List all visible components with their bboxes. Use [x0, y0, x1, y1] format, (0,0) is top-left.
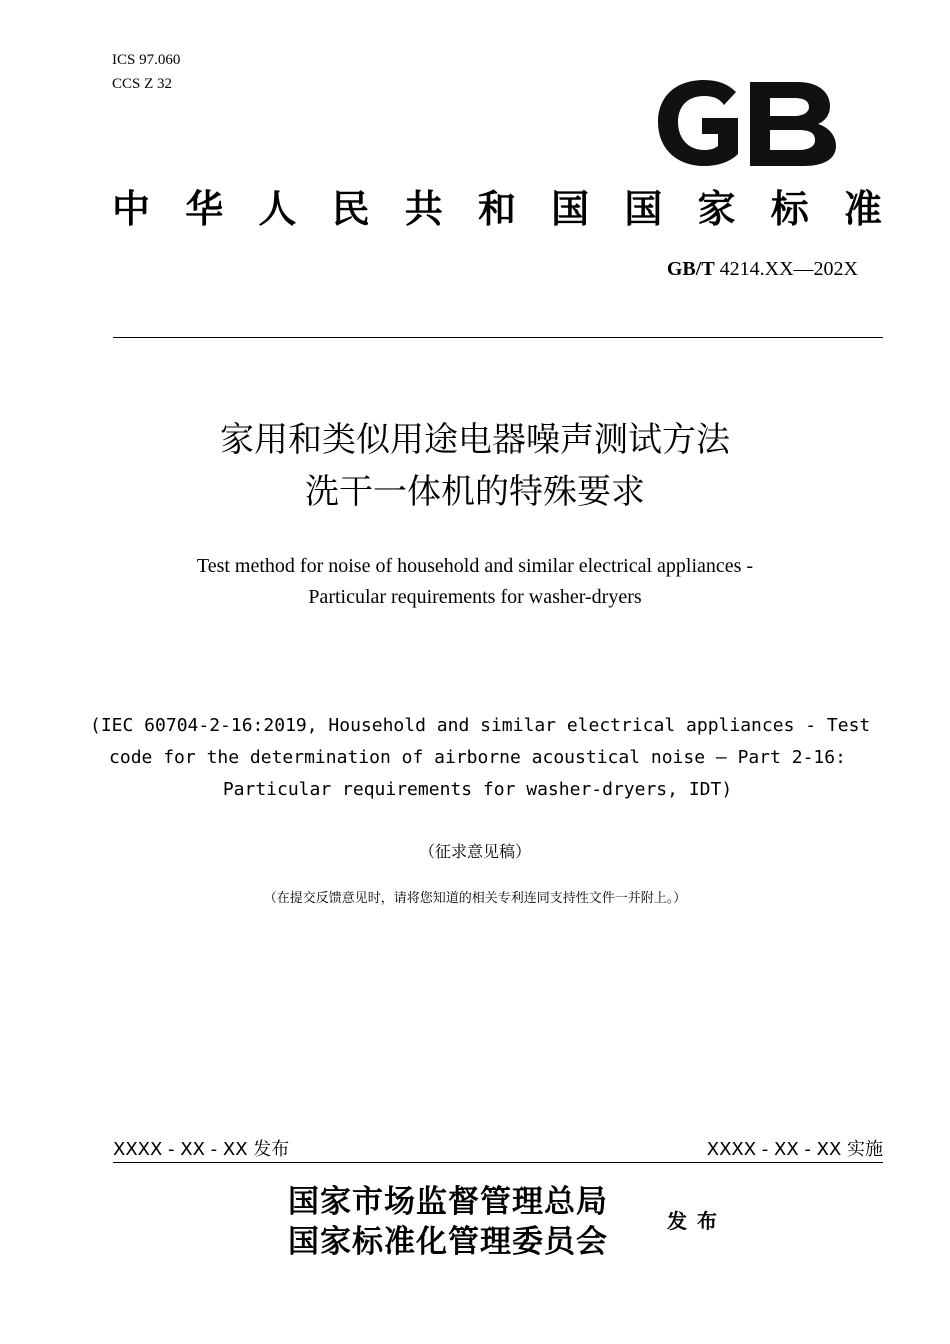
iec-reference-line2: code for the determination of airborne acoustical noise – Part 2-16: [109, 747, 846, 768]
issuer-samr: 国家市场监督管理总局 [288, 1184, 608, 1220]
national-standard-char: 民 [331, 187, 370, 231]
national-standard-char: 准 [843, 187, 882, 231]
standard-prefix: GB/T [666, 258, 715, 280]
national-standard-char: 和 [477, 187, 516, 231]
national-standard-char: 中 [112, 187, 151, 231]
title-chinese-line1: 家用和类似用途电器噪声测试方法 [220, 420, 730, 460]
gb-logo-g [658, 80, 738, 166]
national-standard-char: 国 [551, 187, 590, 231]
gb-logo [652, 72, 842, 172]
title-english [0, 551, 950, 613]
gb-logo-graphic [652, 72, 842, 172]
bottom-divider [113, 1162, 883, 1163]
top-divider [113, 337, 883, 338]
title-chinese-line2: 洗干一体机的特殊要求 [305, 472, 645, 512]
standard-code: 4214.XX—202X [714, 258, 858, 280]
issue-date: XXXX - XX - XX 发布 [113, 1139, 290, 1160]
feedback-note: （在提交反馈意见时，请将您知道的相关专利连同支持性文件一并附上。） [263, 891, 687, 906]
title-english-line1: Test method for noise of household and similar electrical appliances - [196, 555, 754, 577]
classification-codes [112, 48, 180, 96]
national-standard-char: 标 [770, 187, 809, 231]
issuer-sac: 国家标准化管理委员会 [288, 1224, 608, 1260]
national-standard-char: 人 [258, 187, 297, 231]
national-standard-char: 国 [624, 187, 663, 231]
ccs-code: CCS Z 32 [112, 76, 173, 92]
iec-reference-line1: (IEC 60704-2-16:2019, Household and similar electrical appliances - Test [90, 715, 871, 736]
national-standard-char: 家 [697, 187, 736, 231]
iec-reference [90, 710, 871, 806]
iec-reference-line3: Particular requirements for washer-dryers, IDT) [222, 779, 733, 800]
publish-label: 发布 [667, 1209, 727, 1233]
ics-code: ICS 97.060 [112, 52, 181, 68]
national-standard-heading [112, 183, 882, 235]
implementation-date: XXXX - XX - XX 实施 [706, 1139, 883, 1160]
draft-label: （征求意见稿） [418, 842, 531, 861]
title-english-line2: Particular requirements for washer-dryers [308, 586, 642, 608]
issuing-authorities [288, 1182, 608, 1262]
title-chinese [0, 414, 950, 518]
national-standard-char: 共 [404, 187, 443, 231]
gb-logo-b [750, 82, 836, 166]
national-standard-char: 华 [185, 187, 224, 231]
standard-number [667, 258, 858, 281]
